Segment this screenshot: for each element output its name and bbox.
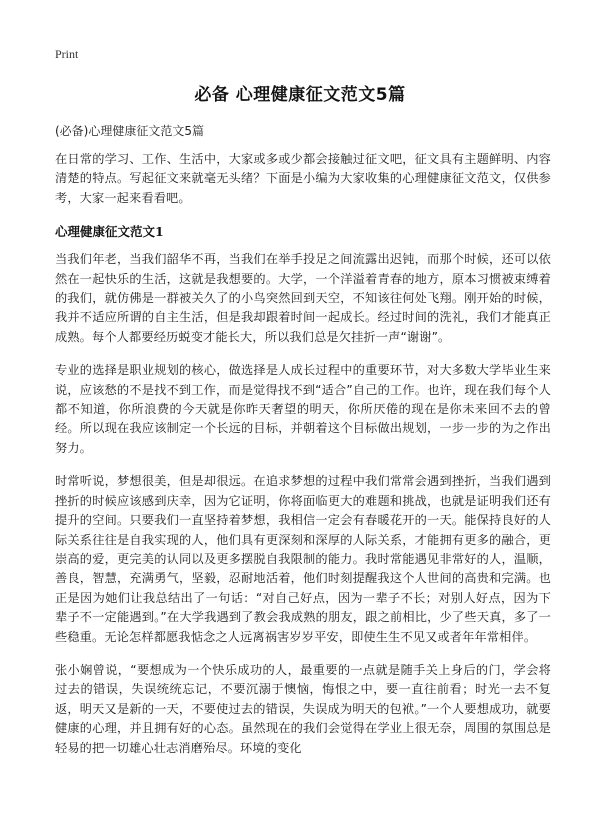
document-title: 必备 心理健康征文范文5篇 (194, 85, 406, 105)
body-paragraph: 张小娴曾说，“要想成为一个快乐成功的人，最重要的一点就是随手关上身后的门，学会将过去的错误，失误统统忘记，不要沉溺于懊恼，悔恨之中，要一直往前看；时光一去不复返，明天又是新的一天，不要使过去的错误，失误成为明天的包袱。”一个人要想成功，就要健康的心理，并且拥有好的心态。虽然现在的我们会觉得在学业上很无奈，周围的氛围总是轻易的把一切雄心壮志消磨殆尽。环境的变化 (55, 662, 551, 755)
document-subtitle: (必备)心理健康征文范文5篇 (55, 124, 204, 138)
body-paragraph: 时常听说，梦想很美，但是却很远。在追求梦想的过程中我们常常会遇到挫折，当我们遇到挫折的时候应该感到庆幸，因为它证明，你将面临更大的难题和挑战，也就是证明我们还有提升的空间。只要我们一直坚持着梦想，我相信一定会有春暖花开的一天。能保持良好的人际关系往往是自我实现的人，他们具有更深刻和深厚的人际关系，才能拥有更多的融合，更崇高的爱，更完美的认同以及更多摆脱自我限制的能力。我时常能遇见非常好的人，温顺，善良，智慧，充满勇气，坚毅，忍耐地活着，他们时刻提醒我这个人世间的高贵和完满。也正是因为她们让我总结出了一句话：“对自己好点，因为一辈子不长；对别人好点，因为下辈子不一定能遇到。”在大学我遇到了教会我成熟的朋友，跟之前相比，少了些天真，多了一些稳重。无论怎样都愿我惦念之人远离祸害岁岁平安，即使生生不见又或者年年常相伴。 (55, 474, 551, 644)
intro-paragraph: 在日常的学习、工作、生活中，大家或多或少都会接触过征文吧，征文具有主题鲜明、内容清楚的特点。写起征文来就毫无头绪？下面是小编为大家收集的心理健康征文范文，仅供参考，大家一起来看看吧。 (55, 152, 551, 205)
body-paragraph: 专业的选择是职业规划的核心，做选择是人成长过程中的重要环节，对大多数大学毕业生来说，应该愁的不是找不到工作，而是觉得找不到“适合”自己的工作。也许，现在我们每个人都不知道，你所浪费的今天就是你昨天奢望的明天，你所厌倦的现在是你未来回不去的曾经。所以现在我应该制定一个长远的目标，并朝着这个目标做出规划，一步一步的为之作出努力。 (55, 363, 551, 455)
document-body (55, 150, 551, 772)
body-paragraph: 当我们年老，当我们韶华不再，当我们在举手投足之间流露出迟钝，而那个时候，还可以依然在一起快乐的生活，这就是我想要的。大学，一个洋溢着青春的地方，原本习惯被束缚着的我们，就仿佛是一群被关久了的小鸟突然回到天空，不知该往何处飞翔。刚开始的时候，我并不适应所谓的自主生活，但是我却跟着时间一起成长。经过时间的洗礼，我们才能真正成熟。每个人都要经历蜕变才能长大，所以我们总是欠挂折一声“谢谢”。 (55, 252, 551, 344)
print-link[interactable]: Print (55, 47, 79, 61)
section-heading: 心理健康征文范文1 (55, 224, 164, 240)
